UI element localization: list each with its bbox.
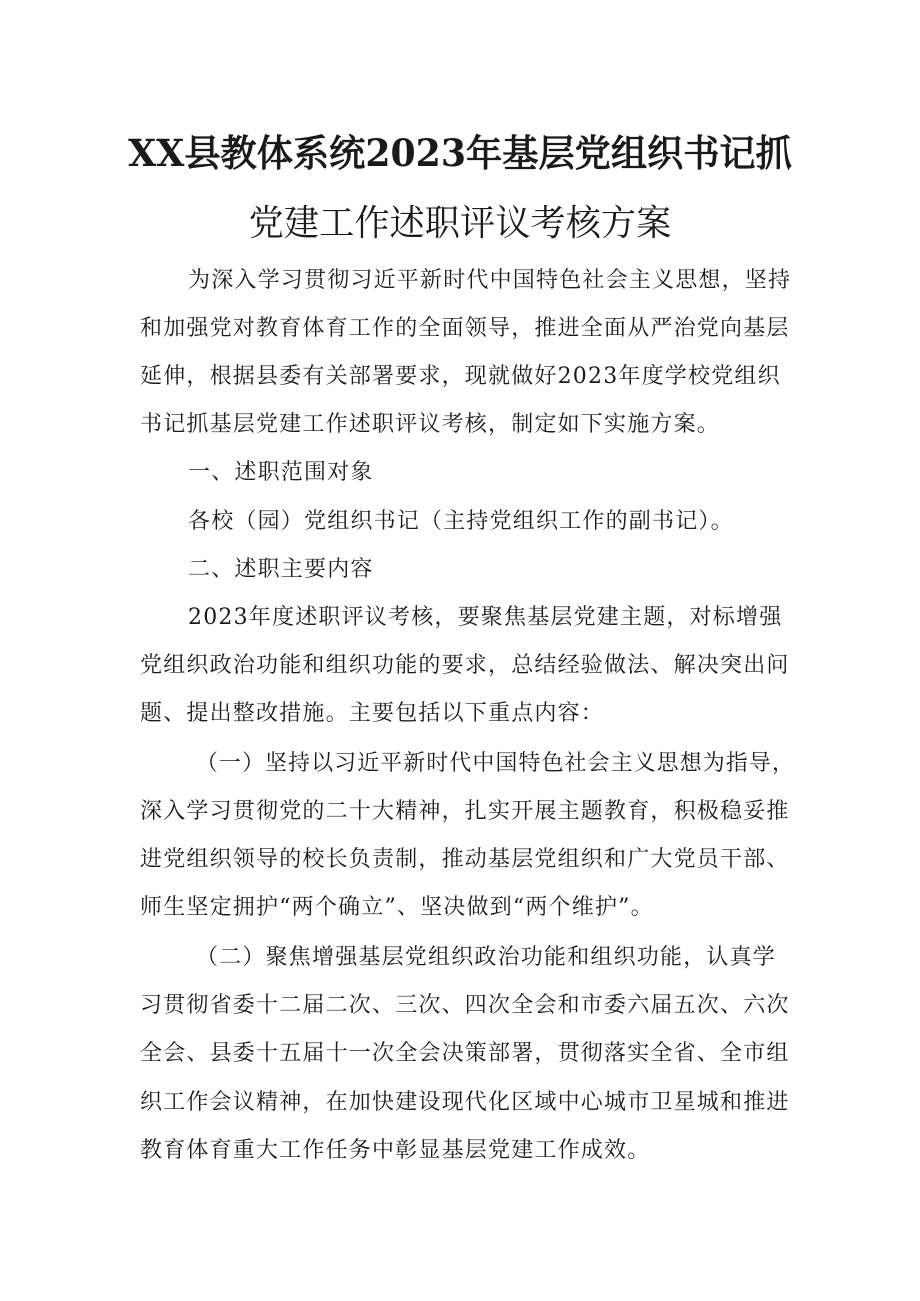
body-line: 题、提出整改措施。主要包括以下重点内容： bbox=[140, 701, 605, 726]
document-title-line-2: 党建工作述职评议考核方案 bbox=[248, 203, 672, 244]
body-line: 教育体育重大工作任务中彰显基层党建工作成效。 bbox=[140, 1138, 651, 1163]
body-line: 全会、县委十五届十一次全会决策部署，贯彻落实全省、全市组 bbox=[140, 1041, 790, 1066]
subsection-line: （一）坚持以习近平新时代中国特色社会主义思想为指导， bbox=[196, 751, 795, 776]
body-line: 和加强党对教育体育工作的全面领导，推进全面从严治党向基层 bbox=[140, 316, 790, 341]
section-heading-1: 一、述职范围对象 bbox=[188, 460, 374, 485]
body-line: 书记抓基层党建工作述职评议考核，制定如下实施方案。 bbox=[140, 412, 721, 437]
body-line: 深入学习贯彻党的二十大精神，扎实开展主题教育，积极稳妥推 bbox=[140, 799, 790, 824]
body-line: 习贯彻省委十二届二次、三次、四次全会和市委六届五次、六次 bbox=[140, 993, 790, 1018]
body-line: 党组织政治功能和组织功能的要求，总结经验做法、解决突出问 bbox=[140, 653, 790, 678]
body-line: 师生坚定拥护“两个确立”、坚决做到“两个维护”。 bbox=[140, 895, 654, 920]
body-line: 2023年度述职评议考核，要聚焦基层党建主题，对标增强 bbox=[188, 605, 783, 630]
section-heading-2: 二、述职主要内容 bbox=[188, 557, 374, 582]
body-line: 为深入学习贯彻习近平新时代中国特色社会主义思想，坚持 bbox=[188, 268, 792, 293]
body-line: 延伸，根据县委有关部署要求，现就做好2023年度学校党组织 bbox=[140, 364, 781, 389]
subsection-line: （二）聚焦增强基层党组织政治功能和组织功能，认真学 bbox=[196, 945, 777, 970]
document-title-line-1: XX县教体系统2023年基层党组织书记抓 bbox=[128, 131, 792, 175]
body-line: 进党组织领导的校长负责制，推动基层党组织和广大党员干部、 bbox=[140, 847, 790, 872]
body-line: 各校（园）党组织书记（主持党组织工作的副书记）。 bbox=[188, 509, 734, 534]
body-line: 织工作会议精神，在加快建设现代化区域中心城市卫星城和推进 bbox=[140, 1090, 790, 1115]
